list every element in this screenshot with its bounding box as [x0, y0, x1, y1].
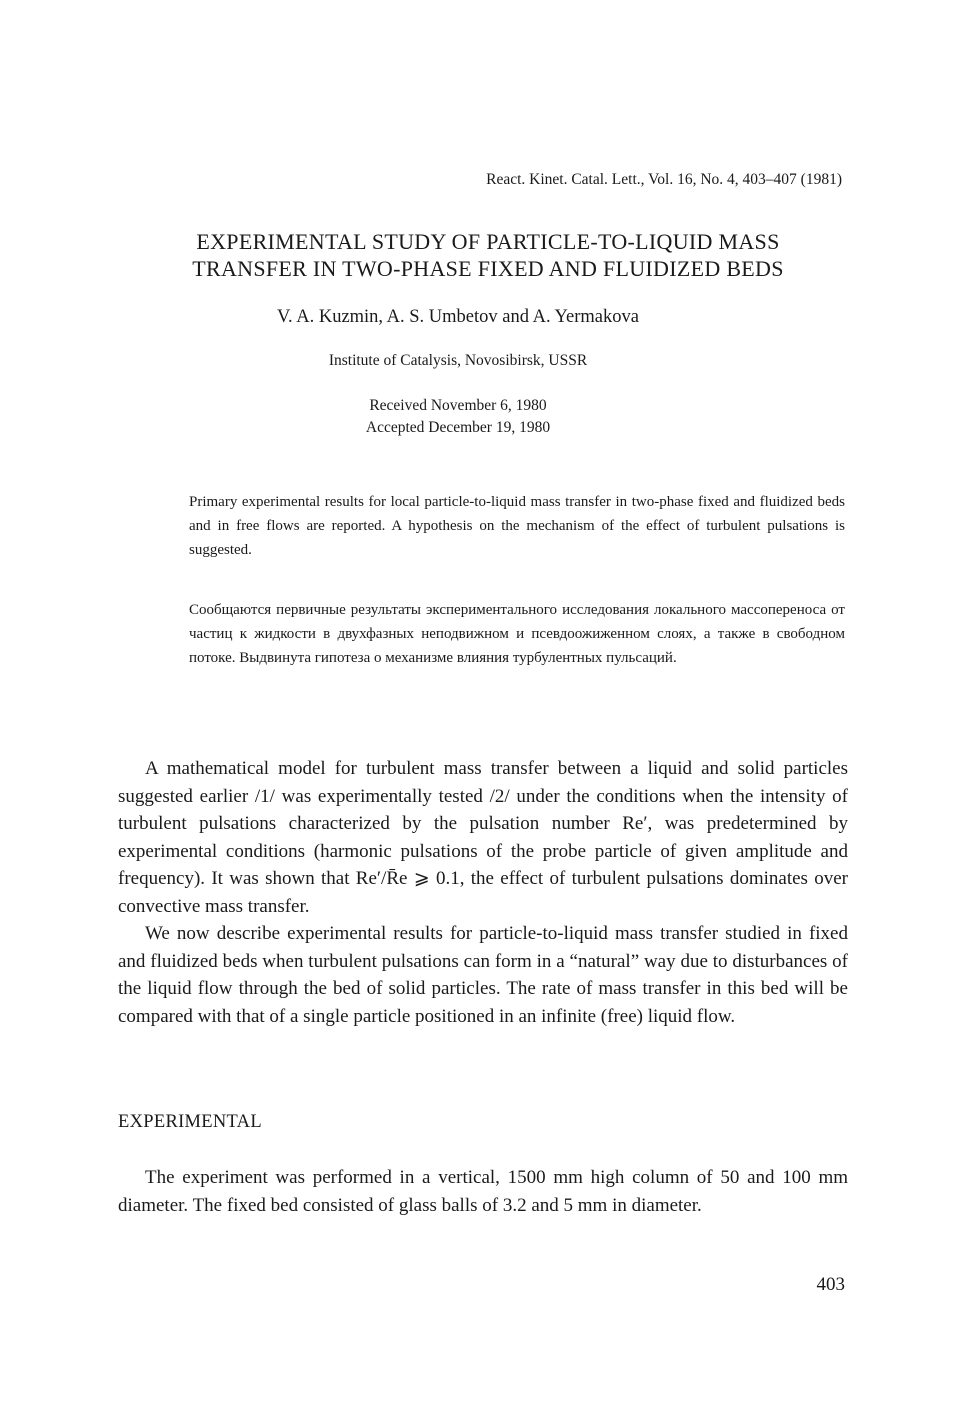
journal-citation: React. Kinet. Catal. Lett., Vol. 16, No. 4, 403–407 (1981) — [486, 171, 842, 188]
abstract-russian: Сообщаются первичные результаты экспериментального исследования локального массопереноса от частиц к жидкости в двухфазных неподвижном и псевдоожиженном слоях, а также в свободном потоке. Выдвинута гипотеза о механизме влияния турбулентных пульсаций. — [189, 602, 845, 666]
body-paragraph: A mathematical model for turbulent mass transfer between a liquid and solid particles suggested earlier /1/ was experimentally tested /2/ under the conditions when the intensity of turbulent pulsations characterized by the pulsation number Re′, was predetermined by experimental conditions (harmonic pulsations of the probe particle of given amplitude and frequency). It was shown that Re′/R̄e ⩾ 0.1, the effect of turbulent pulsations dominates over convective mass transfer. — [118, 758, 848, 917]
received-date: Received November 6, 1980 — [369, 397, 547, 414]
body-paragraph: We now describe experimental results for particle-to-liquid mass transfer studied in fixed and fluidized beds when turbulent pulsations can form in a “natural” way due to disturbances of the liquid flow through the bed of solid particles. The rate of mass transfer in this bed will be compared with that of a single particle positioned in an infinite (free) liquid flow. — [118, 923, 848, 1027]
authors: V. A. Kuzmin, A. S. Umbetov and A. Yermakova — [277, 307, 639, 327]
body-paragraph: The experiment was performed in a vertical, 1500 mm high column of 50 and 100 mm diameter. The fixed bed consisted of glass balls of 3.2 and 5 mm in diameter. — [118, 1167, 848, 1216]
experimental-section — [118, 1164, 848, 1219]
page-number: 403 — [816, 1274, 845, 1295]
accepted-date: Accepted December 19, 1980 — [365, 419, 551, 436]
submission-dates — [0, 395, 916, 439]
introduction — [118, 755, 848, 1030]
abstract-english: Primary experimental results for local particle-to-liquid mass transfer in two-phase fixed and fluidized beds and in free flows are reported. A hypothesis on the mechanism of the effect of turbulent pulsations is suggested. — [189, 494, 845, 558]
title-line-1: EXPERIMENTAL STUDY OF PARTICLE-TO-LIQUID MASS — [196, 229, 780, 254]
affiliation: Institute of Catalysis, Novosibirsk, USSR — [328, 352, 588, 369]
section-heading: EXPERIMENTAL — [118, 1112, 262, 1132]
paper-title — [100, 228, 876, 282]
title-line-2: TRANSFER IN TWO-PHASE FIXED AND FLUIDIZED BEDS — [192, 256, 784, 281]
